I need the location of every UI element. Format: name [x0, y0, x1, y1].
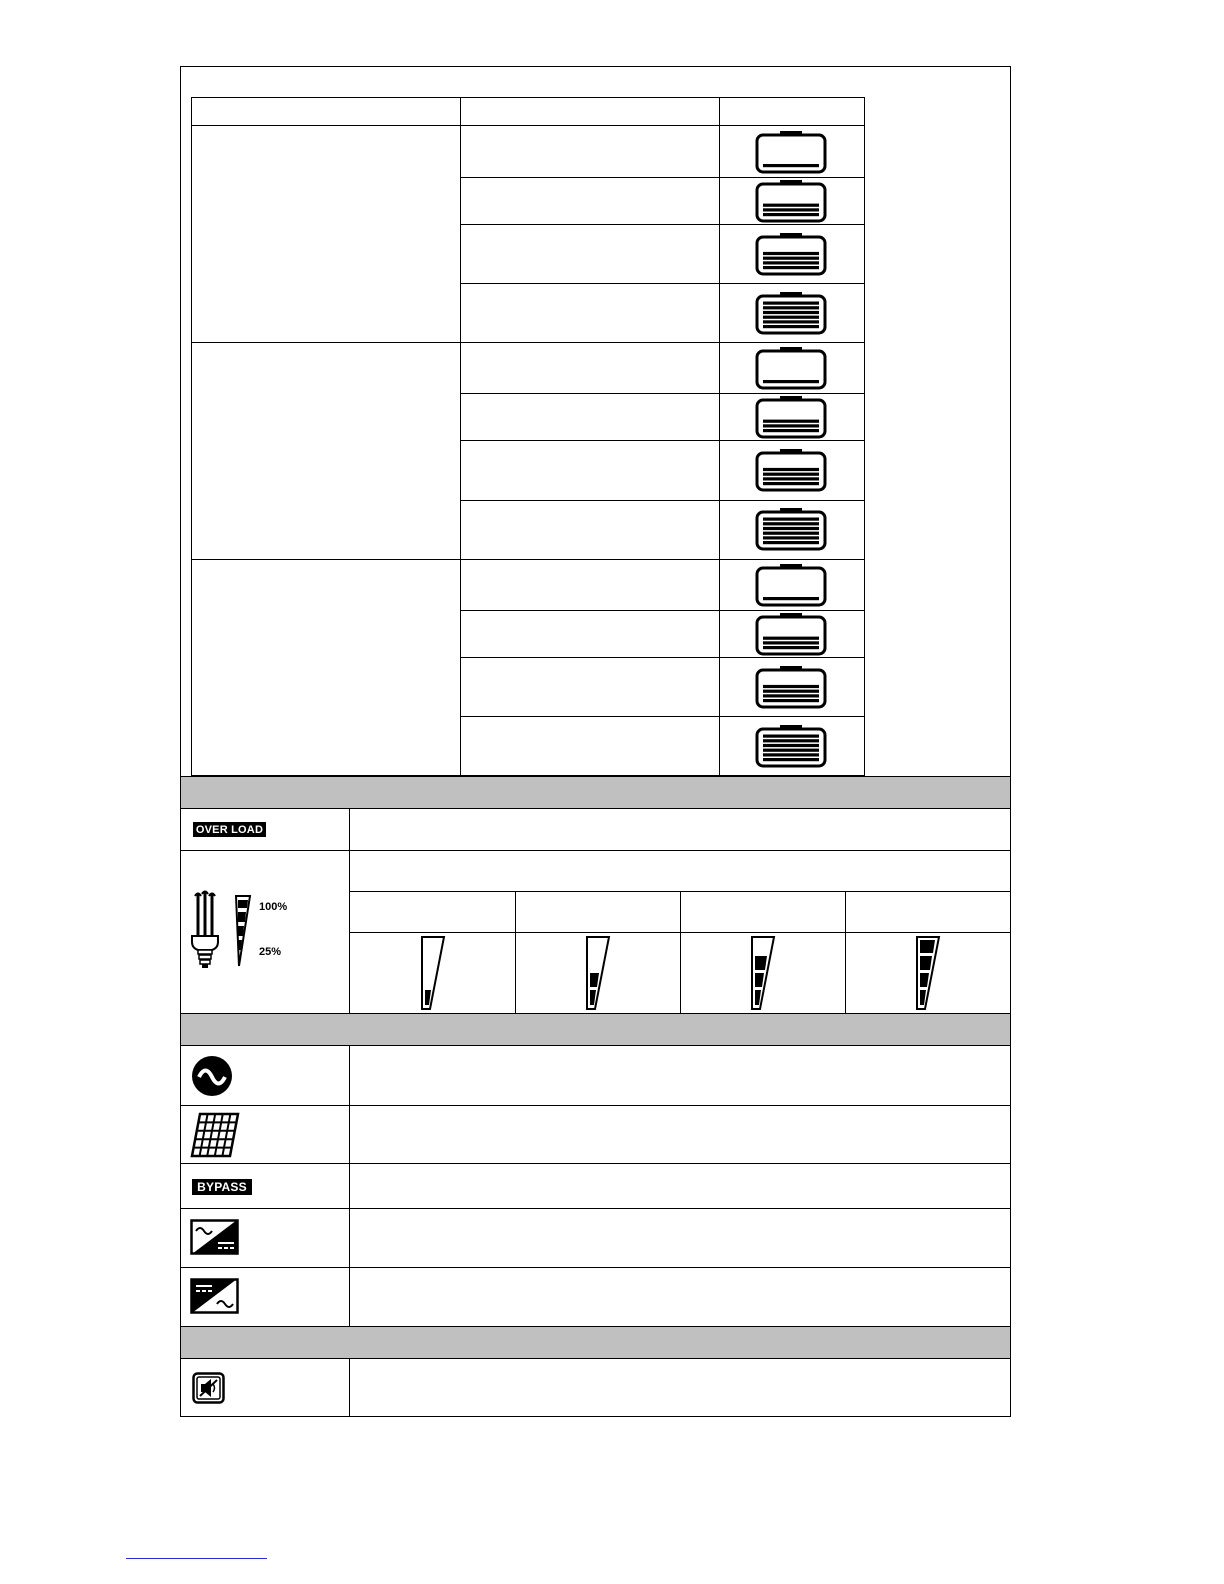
battery-level-icon [754, 506, 828, 552]
icon-column-line [349, 1046, 350, 1326]
battery-level-icon [754, 723, 828, 769]
battery-bar [763, 380, 819, 383]
document-table-frame [180, 66, 1011, 1417]
gauge-segment [920, 956, 932, 970]
row-separator [181, 850, 1010, 851]
section-band-load [181, 776, 1010, 809]
icon-column-line [349, 809, 350, 1013]
row-separator [181, 1105, 1010, 1106]
battery-bar [763, 749, 819, 752]
gauge-segment [755, 956, 767, 970]
overload-badge: OVER LOAD [193, 822, 266, 837]
load-col-line [845, 891, 846, 1013]
battery-bar [763, 637, 819, 640]
row-separator [460, 440, 864, 441]
dc-to-ac-inverter-icon [190, 1278, 240, 1314]
battery-level-icon [754, 129, 828, 175]
footer-underline-link[interactable] [126, 1558, 267, 1559]
row-separator [460, 224, 864, 225]
battery-bar [763, 532, 819, 535]
battery-bar [763, 261, 819, 264]
row-separator [460, 716, 864, 717]
table-header-top-line [191, 97, 864, 98]
battery-bar [763, 694, 819, 697]
gauge-lower-label: 25% [259, 946, 282, 958]
table-left-line [191, 97, 192, 776]
battery-bar [763, 420, 819, 423]
battery-bar [763, 699, 819, 702]
load-level-gauge [913, 935, 941, 1011]
load-col-line [515, 891, 516, 1013]
gauge-upper-label: 100% [259, 901, 288, 913]
bypass-badge: BYPASS [192, 1179, 252, 1195]
battery-level-icon [754, 611, 828, 657]
battery-bar [763, 468, 819, 471]
icon-column-line [349, 1359, 350, 1417]
load-level-gauge [418, 935, 446, 1011]
battery-bar [763, 473, 819, 476]
battery-bar [763, 522, 819, 525]
mute-speaker-icon [192, 1372, 226, 1404]
battery-bar [763, 536, 819, 539]
battery-level-icon [754, 345, 828, 391]
battery-bar [763, 266, 819, 269]
battery-bar [763, 306, 819, 309]
table-col2-line [719, 97, 720, 776]
battery-bar [763, 208, 819, 211]
lamp-load-icon [190, 890, 252, 972]
row-separator [460, 283, 864, 284]
battery-bar [763, 527, 819, 530]
battery-level-icon [754, 664, 828, 710]
battery-bar [763, 164, 819, 167]
battery-bar [763, 257, 819, 260]
battery-level-icon [754, 178, 828, 224]
load-level-gauge [583, 935, 611, 1011]
battery-bar [763, 646, 819, 649]
battery-bar [763, 739, 819, 742]
battery-level-icon [754, 562, 828, 608]
group-separator [191, 559, 864, 560]
battery-bar [763, 213, 819, 216]
battery-bar [763, 597, 819, 600]
battery-bar [763, 753, 819, 756]
battery-level-icon [754, 290, 828, 336]
ac-source-icon [190, 1054, 234, 1098]
load-col-line [680, 891, 681, 1013]
section-band-mode [181, 1013, 1010, 1046]
row-separator [181, 1208, 1010, 1209]
battery-bar [763, 518, 819, 521]
ac-to-dc-converter-icon [190, 1219, 240, 1255]
table-header-bottom-line [191, 125, 864, 126]
solar-panel-icon [190, 1112, 240, 1158]
battery-bar [763, 302, 819, 305]
section-band-mute [181, 1326, 1010, 1359]
battery-level-icon [754, 447, 828, 493]
table-col1-line [460, 97, 461, 776]
battery-bar [763, 429, 819, 432]
battery-bar [763, 325, 819, 328]
battery-bar [763, 690, 819, 693]
table-right-line [864, 97, 865, 776]
battery-level-icon [754, 231, 828, 277]
load-level-gauge [748, 935, 776, 1011]
battery-bar [763, 316, 819, 319]
row-separator [181, 1267, 1010, 1268]
row-separator [460, 657, 864, 658]
battery-bar [763, 482, 819, 485]
battery-bar [763, 424, 819, 427]
row-separator [181, 1163, 1010, 1164]
battery-bar [763, 735, 819, 738]
battery-bar [763, 685, 819, 688]
battery-bar [763, 641, 819, 644]
gauge-segment [920, 940, 935, 953]
row-separator [460, 500, 864, 501]
battery-bar [763, 320, 819, 323]
group-separator [191, 342, 864, 343]
battery-level-icon [754, 394, 828, 440]
battery-bar [763, 758, 819, 761]
battery-bar [763, 541, 819, 544]
battery-bar [763, 477, 819, 480]
battery-bar [763, 204, 819, 207]
battery-bar [763, 311, 819, 314]
battery-bar [763, 252, 819, 255]
battery-bar [763, 744, 819, 747]
